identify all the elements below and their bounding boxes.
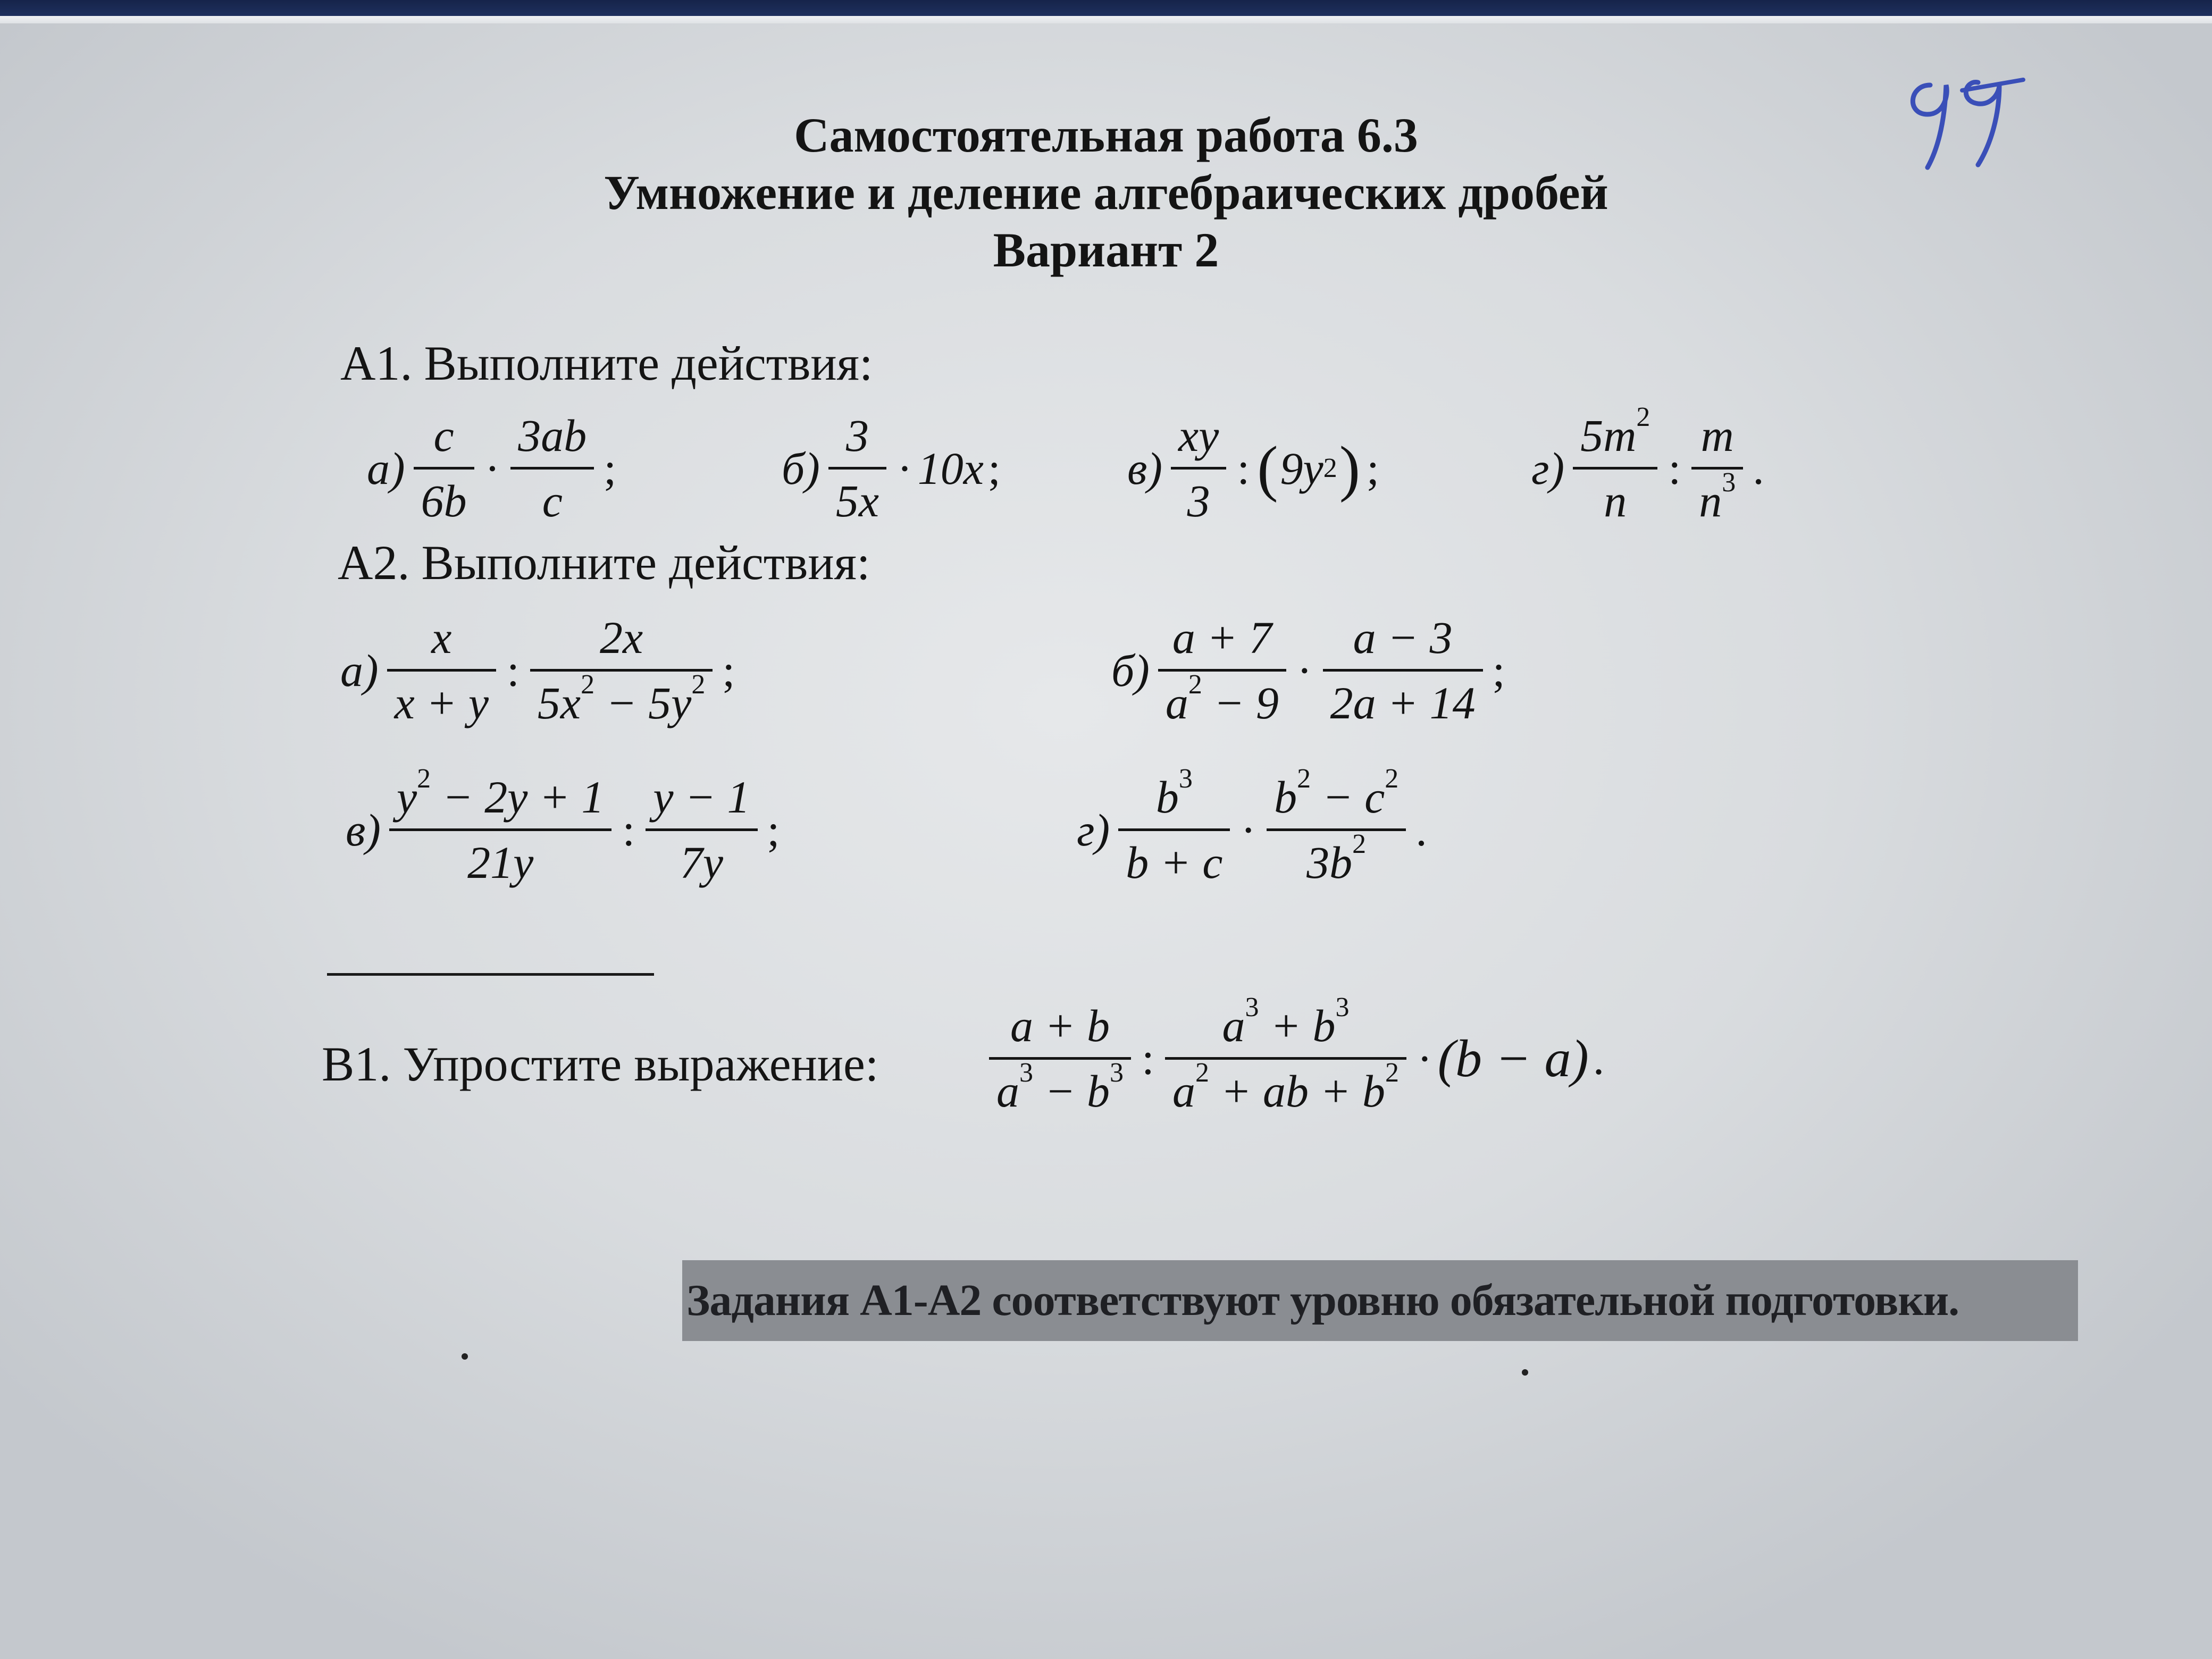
task-b1-heading	[322, 1036, 878, 1092]
punctuation: ;	[604, 442, 617, 494]
task-a2-instruction: Выполните действия:	[421, 535, 870, 590]
numerator: 2x	[600, 612, 643, 663]
operator: :	[1237, 442, 1250, 494]
punctuation: ;	[767, 804, 780, 856]
fraction	[1118, 766, 1230, 894]
task-a1-heading	[340, 335, 873, 391]
operator: ·	[1296, 644, 1312, 696]
numerator: $a^3 + b^3$	[1222, 992, 1350, 1051]
close-paren: )	[1339, 433, 1360, 503]
punctuation: ;	[1492, 644, 1505, 696]
a2-item-b	[1111, 606, 1505, 734]
denominator: 2a + 14	[1330, 677, 1476, 728]
denominator: x + y	[394, 677, 489, 728]
task-b1-instruction: Упростите выражение:	[403, 1037, 879, 1091]
punctuation: ;	[722, 644, 735, 696]
numerator: $b^3$	[1155, 764, 1193, 823]
item-label: б)	[782, 442, 820, 494]
numerator: $b^2 - c^2$	[1274, 764, 1399, 823]
numerator: $y^2 - 2y + 1$	[396, 764, 605, 823]
a1-item-a	[367, 404, 616, 532]
numerator: y − 1	[653, 772, 750, 823]
denominator: $a^2 - 9$	[1165, 669, 1279, 728]
power-base: 9y	[1280, 442, 1323, 494]
punctuation: .	[1753, 442, 1764, 494]
a1-item-b	[782, 404, 1001, 532]
stray-dot	[462, 1353, 468, 1360]
open-paren: (	[1257, 433, 1278, 503]
numerator: $5m^2$	[1580, 402, 1650, 461]
denominator: 21y	[467, 837, 534, 888]
denominator: $a^2$ + ab + $b^2$	[1172, 1058, 1400, 1117]
fraction	[646, 766, 757, 894]
worksheet-title	[0, 106, 2212, 279]
a2-item-a	[340, 606, 735, 734]
numerator: a − 3	[1353, 612, 1453, 663]
denominator: 7y	[680, 837, 723, 888]
denominator: 3	[1187, 475, 1210, 526]
paper-edge	[0, 16, 2212, 23]
punctuation: .	[1593, 1033, 1605, 1084]
section-separator	[327, 973, 654, 976]
title-line-1: Самостоятельная работа 6.3	[794, 108, 1418, 162]
punctuation: ;	[987, 442, 1001, 494]
item-label: г)	[1531, 442, 1565, 494]
fraction	[387, 606, 496, 734]
task-a2-heading	[338, 534, 870, 591]
denominator: $3b^2$	[1306, 829, 1367, 888]
a1-item-g	[1531, 404, 1764, 532]
denominator: 6b	[421, 475, 467, 526]
footer-note: Задания А1-А2 соответствуют уровню обязательной подготовки.	[682, 1260, 2078, 1341]
fraction	[1171, 404, 1226, 532]
fraction	[414, 404, 474, 532]
title-line-3: Вариант 2	[993, 223, 1219, 277]
punctuation: .	[1415, 804, 1427, 856]
denominator: $n^3$	[1699, 467, 1736, 526]
a2-item-v	[346, 766, 780, 894]
numerator: 3ab	[518, 410, 587, 461]
punctuation: ;	[1367, 442, 1379, 494]
a1-item-v: в) xy 3 : ( 9y 2 ) ;	[1127, 404, 1379, 532]
numerator: x	[431, 612, 452, 663]
denominator: b + c	[1126, 837, 1223, 888]
task-a1-instruction: Выполните действия:	[424, 336, 873, 390]
worksheet-paper	[0, 16, 2212, 1659]
operator: ·	[1241, 804, 1256, 856]
fraction	[1323, 606, 1483, 734]
item-label: в)	[346, 804, 381, 856]
factor: 10x	[917, 442, 984, 494]
item-label: б)	[1111, 644, 1150, 696]
fraction	[510, 404, 594, 532]
numerator: xy	[1178, 410, 1219, 461]
denominator: n	[1604, 475, 1627, 526]
item-label: а)	[340, 644, 379, 696]
operator: :	[622, 804, 635, 856]
title-line-2: Умножение и деление алгебраических дробей	[604, 165, 1608, 220]
fraction	[828, 404, 886, 532]
operator: :	[1668, 442, 1681, 494]
fraction	[389, 766, 611, 894]
denominator: c	[542, 475, 563, 526]
numerator: a + b	[1010, 1000, 1110, 1051]
b1-expression	[984, 994, 1604, 1122]
a2-item-g	[1077, 766, 1427, 894]
stray-dot	[1522, 1369, 1528, 1376]
fraction	[1267, 766, 1406, 894]
denominator: $5x^2 - 5y^2$	[537, 669, 706, 728]
task-a1-id: А1.	[340, 336, 413, 390]
item-label: в)	[1127, 442, 1162, 494]
item-label: а)	[367, 442, 405, 494]
task-b1-id: В1.	[322, 1037, 391, 1091]
numerator: m	[1700, 410, 1734, 461]
operator: ·	[1417, 1033, 1432, 1084]
fraction	[989, 994, 1131, 1122]
fraction	[1158, 606, 1286, 734]
fraction	[1165, 994, 1406, 1122]
operator: :	[507, 644, 520, 696]
operator: ·	[897, 442, 912, 494]
operator: :	[1142, 1033, 1154, 1084]
item-label: г)	[1077, 804, 1110, 856]
numerator: a + 7	[1172, 612, 1272, 663]
fraction	[1573, 404, 1657, 532]
operator: ·	[484, 442, 500, 494]
fraction	[1691, 404, 1743, 532]
factor: (b − a)	[1437, 1029, 1589, 1088]
numerator: c	[433, 410, 454, 461]
denominator: 5x	[835, 475, 879, 526]
denominator: $a^3 - b^3$	[996, 1058, 1124, 1117]
numerator: 3	[845, 410, 869, 461]
task-a2-id: А2.	[338, 535, 410, 590]
fraction	[530, 606, 713, 734]
